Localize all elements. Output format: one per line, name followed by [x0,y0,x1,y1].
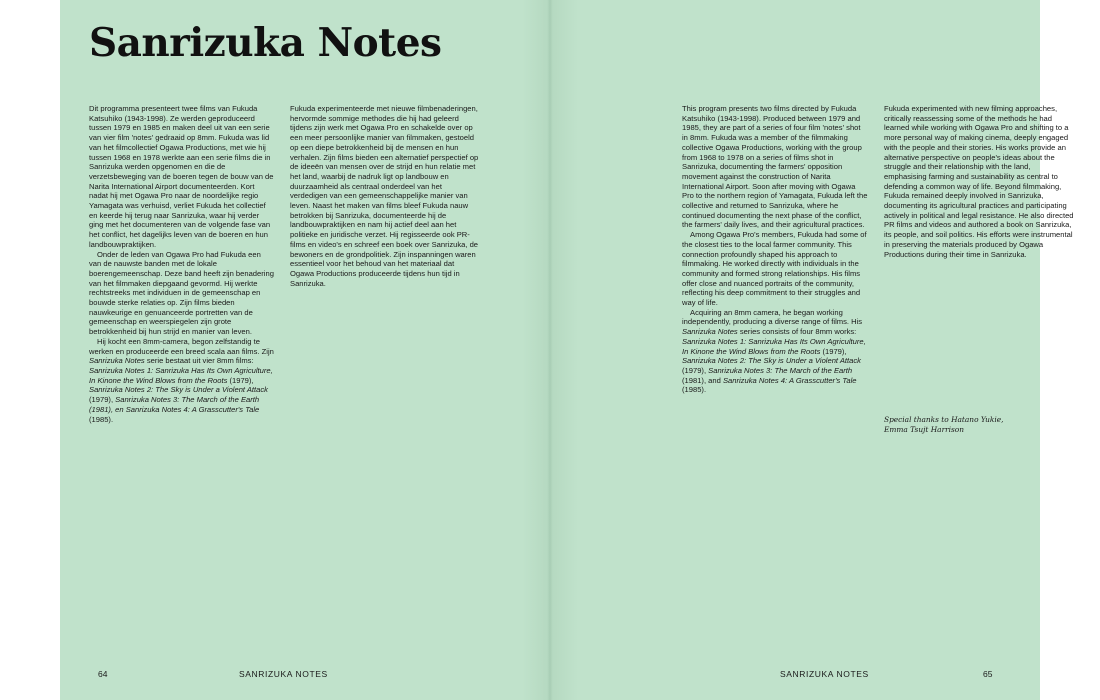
left-page [60,0,550,700]
paragraph-2: Onder de leden van Ogawa Pro had Fukuda een van de nauwste banden met de lokale boerengemeenschap. Deze band heeft zijn benadering van het filmmaken diepgaand gevormd. Hij werkte rechtstreeks met individuen in de gemeenschap en bouwde sterke relaties op. Zijn films bieden nauwkeurige en genuanceerde portretten van de gemeenschap en weerspiegelen zijn grote betrokkenheid bij hun strijd en manier van leven. [89,249,274,337]
paragraph-4: Fukuda experimented with new filming approaches, critically reassessing some of the methods he had learned while working with Ogawa Pro and shifting to a more personal way of making cinema, deeply engaged with the people and their stories. His works provide an alternative perspective on people's ideas about the struggle and their relationship with the land, emphasising farming and sustainability as central to defending a common way of life. Beyond filmmaking, Fukuda remained deeply involved in Sanrizuka, documenting its agricultural practices and participating actively in political and legal resistance. He also directed PR films and videos and authored a book on Sanrizuka, its people, and soil politics. His efforts were instrumental in preserving the materials produced by Ogawa Productions during their time in Sanrizuka. [884,104,1074,259]
film-title-1: Sanrizuka Notes 1: Sanrizuka Has Its Own Agriculture, In Kinone the Wind Blows from the Roots [682,336,866,356]
page-title: Sanrizuka Notes [89,20,442,66]
p3-intro: Hij kocht een 8mm-camera, begon zelfstandig te werken en produceerde een breed scala aan films. Zijn [89,336,274,356]
p3-intro: Acquiring an 8mm camera, he began working independently, producing a diverse range of films. His [682,307,863,327]
left-column-1 [89,104,275,424]
paragraph-1: This program presents two films directed by Fukuda Katsuhiko (1943-1998). Produced between 1979 and 1985, they are part of a series of four film 'notes' shot in 8mm. Fukuda was a member of the filmmaking collective Ogawa Productions, working with the group from 1968 to 1978 on a series of films shot in Sanrizuka, documenting the farmers' opposition movement against the construction of Narita International Airport. Soon after moving with Ogawa Pro to the northern region of Yamagata, Fukuda left the collective and returned to Sanrizuka, where he continued documenting the next phase of the conflict, the farmers' daily lives, and their agricultural practices. [682,104,868,230]
film-title-2: Sanrizuka Notes 2: The Sky is Under a Violent Attack [682,356,861,366]
page-gutter-shadow [522,0,578,700]
thanks-line-1: Special thanks to Hatano Yukie, [884,415,1004,424]
paragraph-1: Dit programma presenteert twee films van Fukuda Katsuhiko (1943-1998). Ze werden geproduceerd tussen 1979 en 1985 en maken deel uit van een serie van vier film 'notes' gedraaid op 8mm. Fukuda was lid van het filmcollectief Ogawa Productions, met wie hij tussen 1968 en 1978 werkte aan een serie films die in Sanrizuka werden opgenomen en die de verzetsbeweging van de boeren tegen de bouw van de Narita International Airport documenteerden. Kort nadat hij met Ogawa Pro naar de noordelijke regio Yamagata was verhuisd, verliet Fukuda het collectief en keerde hij terug naar Sanrizuka, waar hij verder ging met het documenteren van de volgende fase van het conflict, het dagelijks leven van de boeren en hun landbouwpraktijken. [89,104,274,249]
right-page [550,0,1074,700]
film-year-2: (1979), [89,395,116,405]
left-column-2 [290,104,480,288]
film-year-3: (1981), and [682,375,723,385]
right-column-1 [682,104,868,395]
film-year-2: (1979), [682,365,709,375]
paragraph-3 [89,337,275,424]
paragraph-3 [682,308,868,395]
p3-text: series consists of four 8mm works: [737,327,857,337]
series-name: Sanrizuka Notes [682,327,738,337]
film-title-4: Sanrizuka Notes 4: A Grasscutter's Tale [722,375,857,385]
film-title-2: Sanrizuka Notes 2: The Sky is Under a Violent Attack [89,385,268,395]
thanks-line-2: Emma Tsujt Harrison [884,425,965,434]
film-titles-3-4: Sanrizuka Notes 3: The March of the Earth (1981), en Sanrizuka Notes 4: A Grasscutter's Tale [89,395,260,414]
acknowledgements [884,415,1003,435]
film-year-4: (1985). [682,385,707,395]
series-name: Sanrizuka Notes [89,356,145,366]
paragraph-4: Fukuda experimenteerde met nieuwe filmbenaderingen, hervormde sommige methodes die hij had geleerd tijdens zijn werk met Ogawa Pro en schakelde over op een meer persoonlijke manier van filmmaken, gestoeld op een diepe betrokkenheid bij de mensen en hun verhalen. Zijn films bieden een alternatief perspectief op de ideeën van mensen over de strijd en hun relatie met het land, waarbij de nadruk ligt op landbouw en duurzaamheid als centraal onderdeel van het verdedigen van een gemeenschappelijke manier van leven. Naast het maken van films bleef Fukuda nauw betrokken bij Sanrizuka, documenteerde hij de landbouwpraktijken en nam hij actief deel aan het politieke en juridische verzet. Hij regisseerde ook PR-films en video's en schreef een boek over Sanrizuka, de bewoners en de grondpolitiek. Zijn inspanningen waren essentieel voor het behoud van het materiaal dat Ogawa Productions produceerde tijdens hun tijd in Sanrizuka. [290,104,479,288]
film-title-3: Sanrizuka Notes 3: The March of the Earth [708,365,853,375]
page-number-right: 65 [983,669,993,679]
film-year-4: (1985). [89,414,114,424]
running-head-left: SANRIZUKA NOTES [239,669,328,679]
film-year-1: (1979), [820,346,847,356]
p3-text: serie bestaat uit vier 8mm films: [144,356,254,366]
film-title-1: Sanrizuka Notes 1: Sanrizuka Has Its Own Agriculture, In Kinone the Wind Blows from the Roots [89,365,273,385]
film-year-1: (1979), [227,375,254,385]
paragraph-2: Among Ogawa Pro's members, Fukuda had some of the closest ties to the local farmer community. This connection profoundly shaped his approach to filmmaking. He worked directly with individuals in the community and formed strong relationships. His films offer close and nuanced portraits of the community, reflecting his deep commitment to their struggles and way of life. [682,230,867,308]
right-column-2 [884,104,1074,259]
book-spread [60,0,1074,700]
running-head-right: SANRIZUKA NOTES [780,669,869,679]
page-number-left: 64 [98,669,108,679]
